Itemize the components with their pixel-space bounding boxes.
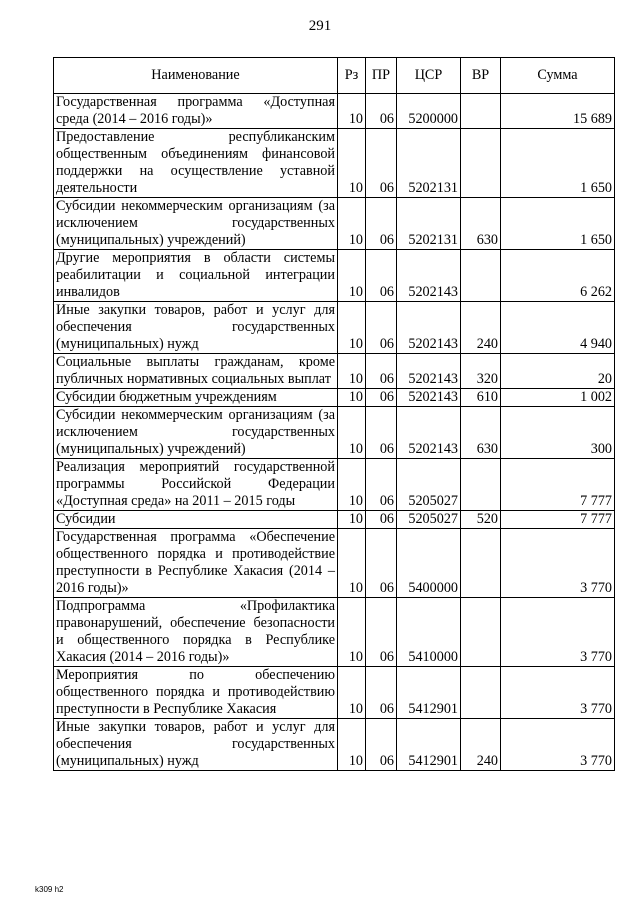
cell-name: Субсидии бюджетным учреждениям [54,389,338,407]
table-row [54,129,615,198]
cell-pr: 06 [366,94,397,129]
cell-name: Субсидии некоммерческим организациям (за исключением государственных (муниципальных) учреждений) [54,407,338,459]
cell-pr: 06 [366,511,397,529]
cell-csr: 5202143 [397,250,461,302]
cell-vr [461,598,501,667]
cell-rz: 10 [338,598,366,667]
cell-vr [461,529,501,598]
cell-csr: 5202143 [397,389,461,407]
header-sum: Сумма [501,58,615,94]
cell-csr: 5200000 [397,94,461,129]
cell-rz: 10 [338,94,366,129]
cell-sum: 4 940 [501,302,615,354]
cell-pr: 06 [366,459,397,511]
header-vr: ВР [461,58,501,94]
cell-sum: 7 777 [501,511,615,529]
cell-rz: 10 [338,250,366,302]
cell-name: Иные закупки товаров, работ и услуг для обеспечения государственных (муниципальных) нужд [54,719,338,771]
cell-vr [461,667,501,719]
cell-name: Подпрограмма «Профилактика правонарушений, обеспечение безопасности и общественного порядка в Республике Хакасия (2014 – 2016 годы)» [54,598,338,667]
cell-sum: 6 262 [501,250,615,302]
cell-rz: 10 [338,302,366,354]
cell-rz: 10 [338,511,366,529]
cell-pr: 06 [366,250,397,302]
cell-pr: 06 [366,129,397,198]
cell-sum: 300 [501,407,615,459]
cell-name: Субсидии некоммерческим организациям (за исключением государственных (муниципальных) учреждений) [54,198,338,250]
table-row [54,302,615,354]
cell-csr: 5202143 [397,302,461,354]
header-rz: Рз [338,58,366,94]
cell-pr: 06 [366,389,397,407]
table-body [54,94,615,771]
table-row [54,354,615,389]
header-name: Наименование [54,58,338,94]
page-number: 291 [308,18,332,34]
cell-pr: 06 [366,598,397,667]
cell-csr: 5202143 [397,354,461,389]
cell-rz: 10 [338,667,366,719]
cell-sum: 20 [501,354,615,389]
cell-sum: 15 689 [501,94,615,129]
table-header-row [54,58,615,94]
cell-rz: 10 [338,719,366,771]
cell-name: Субсидии [54,511,338,529]
cell-sum: 3 770 [501,719,615,771]
cell-pr: 06 [366,667,397,719]
cell-pr: 06 [366,302,397,354]
cell-vr [461,250,501,302]
cell-rz: 10 [338,407,366,459]
cell-pr: 06 [366,198,397,250]
cell-csr: 5400000 [397,529,461,598]
table-row [54,719,615,771]
cell-name: Государственная программа «Доступная среда (2014 – 2016 годы)» [54,94,338,129]
cell-name: Государственная программа «Обеспечение общественного порядка и противодействие преступности в Республике Хакасия (2014 – 2016 годы)» [54,529,338,598]
cell-name: Реализация мероприятий государственной программы Российской Федерации «Доступная среда» на 2011 – 2015 годы [54,459,338,511]
cell-vr: 240 [461,719,501,771]
cell-csr: 5205027 [397,459,461,511]
header-csr: ЦСР [397,58,461,94]
cell-sum: 3 770 [501,598,615,667]
table-row [54,250,615,302]
cell-sum: 1 650 [501,198,615,250]
cell-sum: 1 650 [501,129,615,198]
cell-name: Мероприятия по обеспечению общественного порядка и противодействию преступности в Республике Хакасия [54,667,338,719]
table-row [54,198,615,250]
cell-rz: 10 [338,389,366,407]
cell-rz: 10 [338,129,366,198]
table-row [54,459,615,511]
cell-pr: 06 [366,407,397,459]
cell-csr: 5412901 [397,667,461,719]
cell-sum: 3 770 [501,667,615,719]
cell-rz: 10 [338,198,366,250]
cell-name: Предоставление республиканским общественным объединениям финансовой поддержки на осуществление уставной деятельности [54,129,338,198]
cell-vr: 520 [461,511,501,529]
header-pr: ПР [366,58,397,94]
footer-code: k309 h2 [35,885,64,894]
cell-vr [461,459,501,511]
table-row [54,94,615,129]
cell-csr: 5202131 [397,198,461,250]
cell-vr: 630 [461,407,501,459]
cell-rz: 10 [338,529,366,598]
cell-vr: 240 [461,302,501,354]
cell-name: Другие мероприятия в области системы реабилитации и социальной интеграции инвалидов [54,250,338,302]
table-row [54,598,615,667]
cell-vr [461,129,501,198]
cell-name: Иные закупки товаров, работ и услуг для обеспечения государственных (муниципальных) нужд [54,302,338,354]
cell-vr: 630 [461,198,501,250]
cell-pr: 06 [366,354,397,389]
cell-csr: 5410000 [397,598,461,667]
cell-csr: 5412901 [397,719,461,771]
cell-csr: 5205027 [397,511,461,529]
table-row [54,511,615,529]
cell-sum: 3 770 [501,529,615,598]
cell-vr: 320 [461,354,501,389]
cell-sum: 1 002 [501,389,615,407]
table-row [54,389,615,407]
table-row [54,667,615,719]
cell-pr: 06 [366,529,397,598]
cell-csr: 5202143 [397,407,461,459]
cell-vr [461,94,501,129]
cell-rz: 10 [338,354,366,389]
cell-vr: 610 [461,389,501,407]
budget-table [53,57,615,771]
cell-sum: 7 777 [501,459,615,511]
table-row [54,529,615,598]
cell-pr: 06 [366,719,397,771]
cell-rz: 10 [338,459,366,511]
cell-csr: 5202131 [397,129,461,198]
table-row [54,407,615,459]
cell-name: Социальные выплаты гражданам, кроме публичных нормативных социальных выплат [54,354,338,389]
